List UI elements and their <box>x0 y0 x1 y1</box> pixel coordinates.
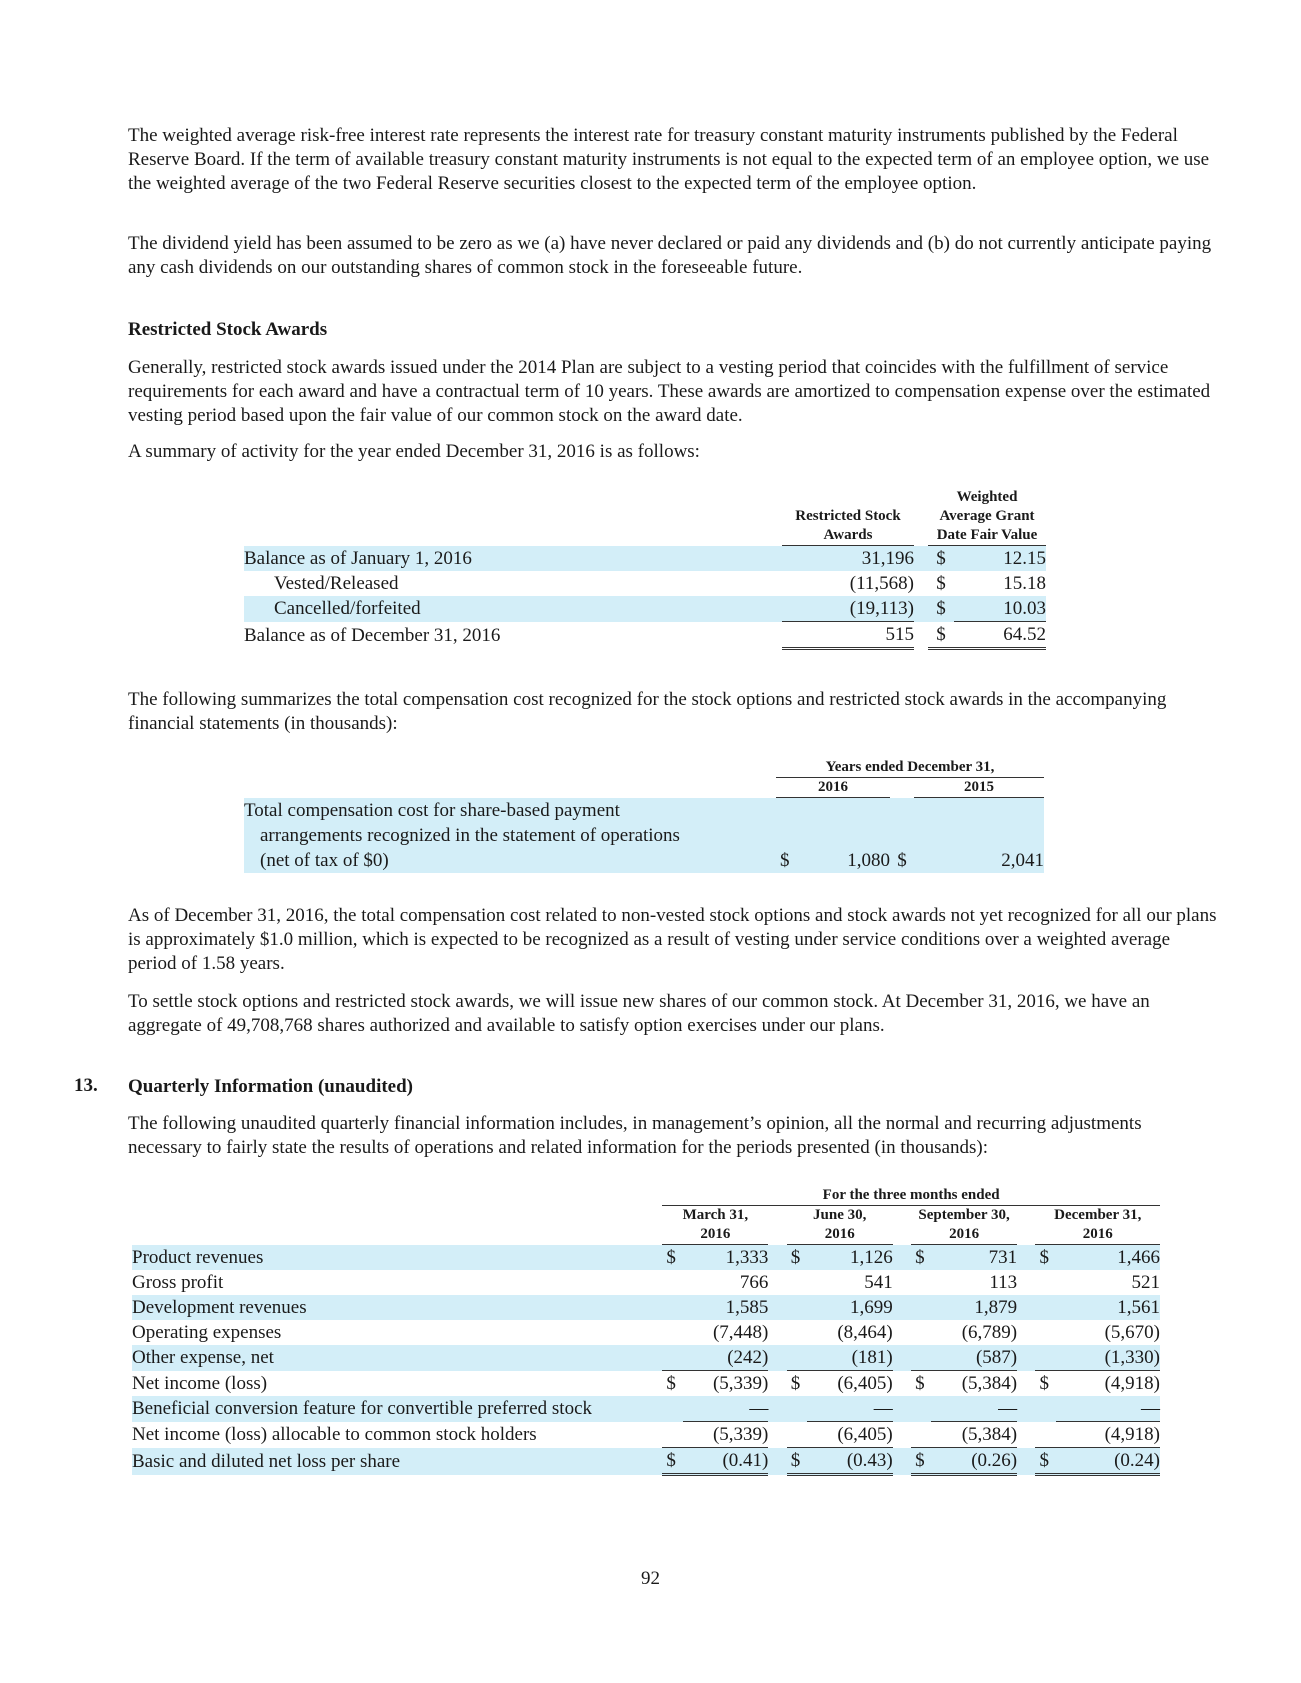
row-label: Development revenues <box>132 1295 662 1320</box>
comp-cost-table <box>244 758 1044 873</box>
cell-value: (242) <box>683 1345 769 1371</box>
row-label: Other expense, net <box>132 1345 662 1371</box>
cell-value: — <box>683 1396 769 1422</box>
cell-currency: $ <box>936 573 946 594</box>
cell-currency: $ <box>928 546 954 572</box>
cell-value: 1,126 <box>807 1245 893 1271</box>
row-label: Operating expenses <box>132 1322 282 1343</box>
cell-currency <box>662 1422 682 1448</box>
column-gap <box>1017 1320 1035 1345</box>
cell-currency: $ <box>662 1245 682 1271</box>
cell-value: — <box>931 1396 1017 1422</box>
cell-currency <box>787 1422 807 1448</box>
cell-value: (0.24) <box>1056 1448 1160 1475</box>
col-header-june: June 30, 2016 <box>787 1206 893 1245</box>
cell-value: 1,879 <box>931 1295 1017 1320</box>
column-gap <box>893 1245 911 1271</box>
cell-value: 521 <box>1131 1272 1160 1293</box>
row-label: Balance as of December 31, 2016 <box>244 624 501 646</box>
cell-fair-value: 64.52 <box>954 622 1046 649</box>
cell-awards: 31,196 <box>782 546 914 572</box>
column-gap <box>768 1371 786 1397</box>
table-row <box>244 622 1046 649</box>
cell-value: — <box>1056 1396 1160 1422</box>
cell-value: (0.43) <box>807 1448 893 1475</box>
cell-value: 113 <box>989 1272 1018 1293</box>
cell-value: 1,466 <box>1056 1245 1160 1271</box>
cell-value: (6,405) <box>837 1373 893 1394</box>
column-gap <box>768 1396 786 1422</box>
cell-currency <box>1035 1320 1055 1345</box>
column-gap <box>1017 1422 1035 1448</box>
cell-awards: (11,568) <box>849 573 914 594</box>
cell-value: 541 <box>864 1272 893 1293</box>
col-header-september: September 30, 2016 <box>911 1206 1017 1245</box>
comp-header-row <box>244 758 1044 778</box>
cell-2016: 1,080 <box>798 848 890 873</box>
row-label: Net income (loss) allocable to common stock holders <box>132 1424 537 1445</box>
cell-value: (181) <box>807 1345 893 1371</box>
paragraph-risk-free-rate: The weighted average risk-free interest rate represents the interest rate for treasury constant maturity instruments published by the Federal Reserve Board. If the term of available treasury constant maturity instruments is not equal to the expected term of an employee option, we use the weighted average of the two Federal Reserve securities closest to the expected term of the employee option. <box>128 125 1210 194</box>
row-label: Basic and diluted net loss per share <box>132 1448 662 1475</box>
quarterly-header-row <box>132 1186 1160 1206</box>
cell-value: (6,405) <box>807 1422 893 1448</box>
cell-currency: $ <box>666 1373 676 1394</box>
column-gap <box>893 1422 911 1448</box>
cell-value: 1,585 <box>683 1295 769 1320</box>
cell-currency <box>787 1320 807 1345</box>
cell-value: (7,448) <box>712 1322 769 1343</box>
cell-currency <box>1035 1396 1055 1422</box>
cell-value: (5,670) <box>1104 1322 1160 1343</box>
cell-currency: $ <box>1035 1245 1055 1271</box>
cell-currency: $ <box>915 1373 925 1394</box>
cell-value: (6,789) <box>961 1322 1018 1343</box>
table-row <box>132 1371 1160 1397</box>
table-row <box>132 1396 1160 1422</box>
row-label: Product revenues <box>132 1245 662 1271</box>
cell-fair-value: 10.03 <box>954 596 1046 622</box>
cell-currency: $ <box>1035 1448 1055 1475</box>
heading-restricted-stock-awards: Restricted Stock Awards <box>128 319 328 340</box>
column-gap <box>893 1396 911 1422</box>
row-label: Gross profit <box>132 1272 224 1293</box>
table-row <box>132 1345 1160 1371</box>
quarterly-table <box>132 1186 1160 1476</box>
column-gap <box>893 1345 911 1371</box>
cell-currency <box>911 1320 931 1345</box>
cell-value: 766 <box>739 1272 769 1293</box>
page-number: 92 <box>641 1568 660 1589</box>
cell-currency: $ <box>911 1448 931 1475</box>
cell-currency: $ <box>911 1245 931 1271</box>
paragraph-summary-intro: A summary of activity for the year ended December 31, 2016 is as follows: <box>128 441 700 462</box>
cell-currency <box>662 1396 682 1422</box>
cell-currency <box>911 1422 931 1448</box>
cell-currency <box>662 1295 682 1320</box>
column-gap <box>1017 1295 1035 1320</box>
cell-value: — <box>807 1396 893 1422</box>
quarterly-period-header: For the three months ended <box>662 1186 1160 1206</box>
paragraph-rsa-description: Generally, restricted stock awards issued under the 2014 Plan are subject to a vesting period that coincides with the fulfillment of service requirements for each award and have a contractual term of 10 years. These awards are amortized to compensation expense over the estimated vesting period based upon the fair value of our common stock on the award date. <box>128 357 1211 426</box>
table-row <box>132 1295 1160 1320</box>
cell-currency <box>1035 1345 1055 1371</box>
col-header-december: December 31, 2016 <box>1035 1206 1160 1245</box>
cell-value: (1,330) <box>1056 1345 1160 1371</box>
cell-currency: $ <box>787 1245 807 1271</box>
column-gap <box>768 1422 786 1448</box>
cell-currency <box>662 1320 682 1345</box>
column-gap <box>1017 1245 1035 1271</box>
cell-value: (5,339) <box>712 1373 769 1394</box>
cell-2015: 2,041 <box>914 848 1044 873</box>
row-label: Cancelled/forfeited <box>244 596 782 622</box>
column-gap <box>1017 1448 1035 1475</box>
column-gap <box>893 1270 911 1295</box>
paragraph-settlement: To settle stock options and restricted stock awards, we will issue new shares of our common stock. At December 31, 2016, we have an aggregate of 49,708,768 shares authorized and available to satisfy option exercises under our plans. <box>128 991 1150 1036</box>
cell-value: (4,918) <box>1104 1373 1160 1394</box>
row-label-continued: (net of tax of $0) <box>244 848 776 873</box>
cell-fair-value: 15.18 <box>1003 573 1046 594</box>
column-gap <box>768 1345 786 1371</box>
cell-value: (5,384) <box>961 1373 1018 1394</box>
row-label: Balance as of January 1, 2016 <box>244 546 782 572</box>
cell-currency <box>1035 1295 1055 1320</box>
table-row <box>244 823 1044 848</box>
cell-fair-value: 12.15 <box>954 546 1046 572</box>
row-label-continued: arrangements recognized in the statement of operations <box>244 823 776 848</box>
column-gap <box>1017 1270 1035 1295</box>
cell-value: (4,918) <box>1056 1422 1160 1448</box>
rsa-activity-table <box>244 488 1046 650</box>
cell-currency <box>1035 1422 1055 1448</box>
column-gap <box>768 1245 786 1271</box>
row-label: Total compensation cost for share-based payment <box>244 798 776 824</box>
paragraph-dividend-yield: The dividend yield has been assumed to be zero as we (a) have never declared or paid any dividends and (b) do not currently anticipate paying any cash dividends on our outstanding shares of common stock in the foreseeable future. <box>128 233 1212 278</box>
column-gap <box>1017 1371 1035 1397</box>
cell-currency <box>787 1270 807 1295</box>
column-gap <box>1017 1396 1035 1422</box>
cell-value: 731 <box>931 1245 1017 1271</box>
cell-currency: $ <box>1039 1373 1049 1394</box>
cell-value: (8,464) <box>837 1322 893 1343</box>
quarterly-column-headers <box>132 1206 1160 1245</box>
comp-year-2016: 2016 <box>776 778 890 798</box>
cell-currency <box>911 1396 931 1422</box>
cell-currency <box>662 1270 682 1295</box>
cell-currency: $ <box>790 1373 801 1394</box>
rsa-col-fair-value-header: Weighted Average Grant Date Fair Value <box>928 488 1046 546</box>
cell-currency: $ <box>787 1448 807 1475</box>
column-gap <box>893 1295 911 1320</box>
cell-currency: $ <box>890 848 914 873</box>
cell-value: (587) <box>931 1345 1017 1371</box>
table-row <box>244 571 1046 596</box>
column-gap <box>893 1320 911 1345</box>
cell-value: 1,699 <box>807 1295 893 1320</box>
column-gap <box>768 1295 786 1320</box>
cell-currency <box>787 1396 807 1422</box>
cell-awards: 515 <box>782 622 914 649</box>
col-header-march: March 31, 2016 <box>662 1206 768 1245</box>
table-row <box>132 1448 1160 1475</box>
cell-currency <box>911 1270 931 1295</box>
comp-year-2015: 2015 <box>914 778 1044 798</box>
cell-currency: $ <box>776 848 798 873</box>
cell-value: 1,333 <box>683 1245 769 1271</box>
cell-value: (5,339) <box>683 1422 769 1448</box>
paragraph-comp-cost-intro: The following summarizes the total compensation cost recognized for the stock options and restricted stock awards in the accompanying financial statements (in thousands): <box>128 689 1167 734</box>
cell-currency <box>911 1345 931 1371</box>
cell-currency <box>787 1295 807 1320</box>
cell-currency: $ <box>662 1448 682 1475</box>
cell-currency: $ <box>928 622 954 649</box>
table-row <box>132 1320 1160 1345</box>
column-gap <box>768 1320 786 1345</box>
rsa-col-awards-header: Restricted Stock Awards <box>782 488 914 546</box>
table-row <box>132 1270 1160 1295</box>
paragraph-nonvested-cost: As of December 31, 2016, the total compensation cost related to non-vested stock options and stock awards not yet recognized for all our plans is approximately $1.0 million, which is expected to be recognized as a result of vesting under service conditions over a weighted average period of 1.58 years. <box>128 905 1217 974</box>
row-label: Net income (loss) <box>132 1372 268 1394</box>
row-label: Beneficial conversion feature for convertible preferred stock <box>132 1396 662 1422</box>
table-row <box>244 798 1044 824</box>
cell-currency <box>1035 1270 1055 1295</box>
paragraph-quarterly-intro: The following unaudited quarterly financial information includes, in management’s opinion, all the normal and recurring adjustments necessary to fairly state the results of operations and related information for the periods presented (in thousands): <box>128 1113 1142 1158</box>
column-gap <box>893 1371 911 1397</box>
cell-value: (0.41) <box>683 1448 769 1475</box>
table-row <box>244 848 1044 873</box>
table-row <box>132 1422 1160 1448</box>
section-number: 13. <box>74 1075 98 1096</box>
heading-quarterly-information: Quarterly Information (unaudited) <box>128 1076 413 1097</box>
comp-year-row <box>244 778 1044 798</box>
table-row <box>244 596 1046 622</box>
table-row <box>244 546 1046 572</box>
cell-awards: (19,113) <box>782 596 914 622</box>
cell-value: (0.26) <box>931 1448 1017 1475</box>
table-row <box>132 1245 1160 1271</box>
column-gap <box>893 1448 911 1475</box>
comp-period-header: Years ended December 31, <box>776 758 1044 778</box>
row-label: Vested/Released <box>274 573 399 594</box>
cell-currency: $ <box>928 596 954 622</box>
column-gap <box>768 1270 786 1295</box>
cell-currency <box>911 1295 931 1320</box>
cell-value: (5,384) <box>931 1422 1017 1448</box>
cell-currency <box>662 1345 682 1371</box>
column-gap <box>768 1448 786 1475</box>
column-gap <box>1017 1345 1035 1371</box>
cell-currency <box>787 1345 807 1371</box>
cell-value: 1,561 <box>1056 1295 1160 1320</box>
rsa-header-row <box>244 488 1046 546</box>
